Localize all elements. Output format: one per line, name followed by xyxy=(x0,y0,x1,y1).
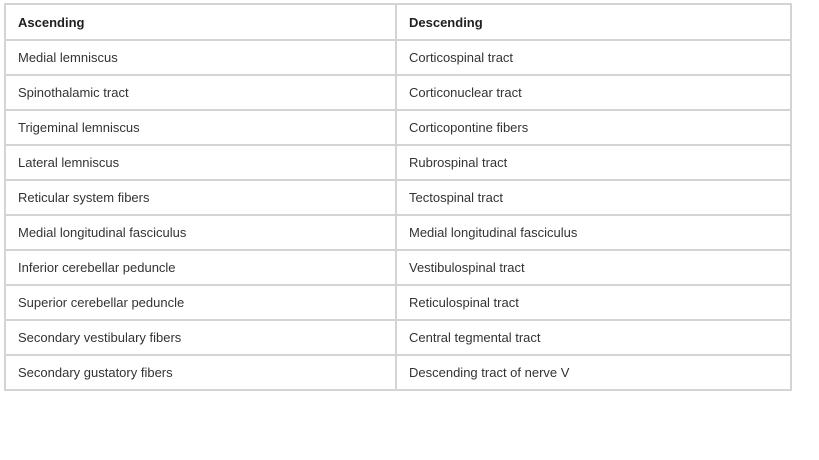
ascending-cell: Medial lemniscus xyxy=(5,40,396,75)
ascending-cell: Reticular system fibers xyxy=(5,180,396,215)
ascending-cell: Inferior cerebellar peduncle xyxy=(5,250,396,285)
descending-cell: Vestibulospinal tract xyxy=(396,250,791,285)
table-row xyxy=(5,110,791,145)
tracts-table xyxy=(4,3,792,391)
table-header-row xyxy=(5,4,791,40)
ascending-cell: Secondary gustatory fibers xyxy=(5,355,396,390)
table-row xyxy=(5,320,791,355)
ascending-cell: Spinothalamic tract xyxy=(5,75,396,110)
ascending-cell: Superior cerebellar peduncle xyxy=(5,285,396,320)
ascending-cell: Secondary vestibulary fibers xyxy=(5,320,396,355)
table-row xyxy=(5,355,791,390)
descending-cell: Tectospinal tract xyxy=(396,180,791,215)
descending-cell: Corticospinal tract xyxy=(396,40,791,75)
header-descending: Descending xyxy=(396,4,791,40)
ascending-cell: Medial longitudinal fasciculus xyxy=(5,215,396,250)
descending-cell: Descending tract of nerve V xyxy=(396,355,791,390)
descending-cell: Medial longitudinal fasciculus xyxy=(396,215,791,250)
table-row xyxy=(5,180,791,215)
table-row xyxy=(5,285,791,320)
descending-cell: Reticulospinal tract xyxy=(396,285,791,320)
descending-cell: Rubrospinal tract xyxy=(396,145,791,180)
descending-cell: Corticopontine fibers xyxy=(396,110,791,145)
descending-cell: Central tegmental tract xyxy=(396,320,791,355)
descending-cell: Corticonuclear tract xyxy=(396,75,791,110)
table-row xyxy=(5,215,791,250)
ascending-cell: Trigeminal lemniscus xyxy=(5,110,396,145)
header-ascending: Ascending xyxy=(5,4,396,40)
table-row xyxy=(5,145,791,180)
table-row xyxy=(5,250,791,285)
table-row xyxy=(5,40,791,75)
ascending-cell: Lateral lemniscus xyxy=(5,145,396,180)
table-row xyxy=(5,75,791,110)
tracts-table-container xyxy=(4,3,790,391)
